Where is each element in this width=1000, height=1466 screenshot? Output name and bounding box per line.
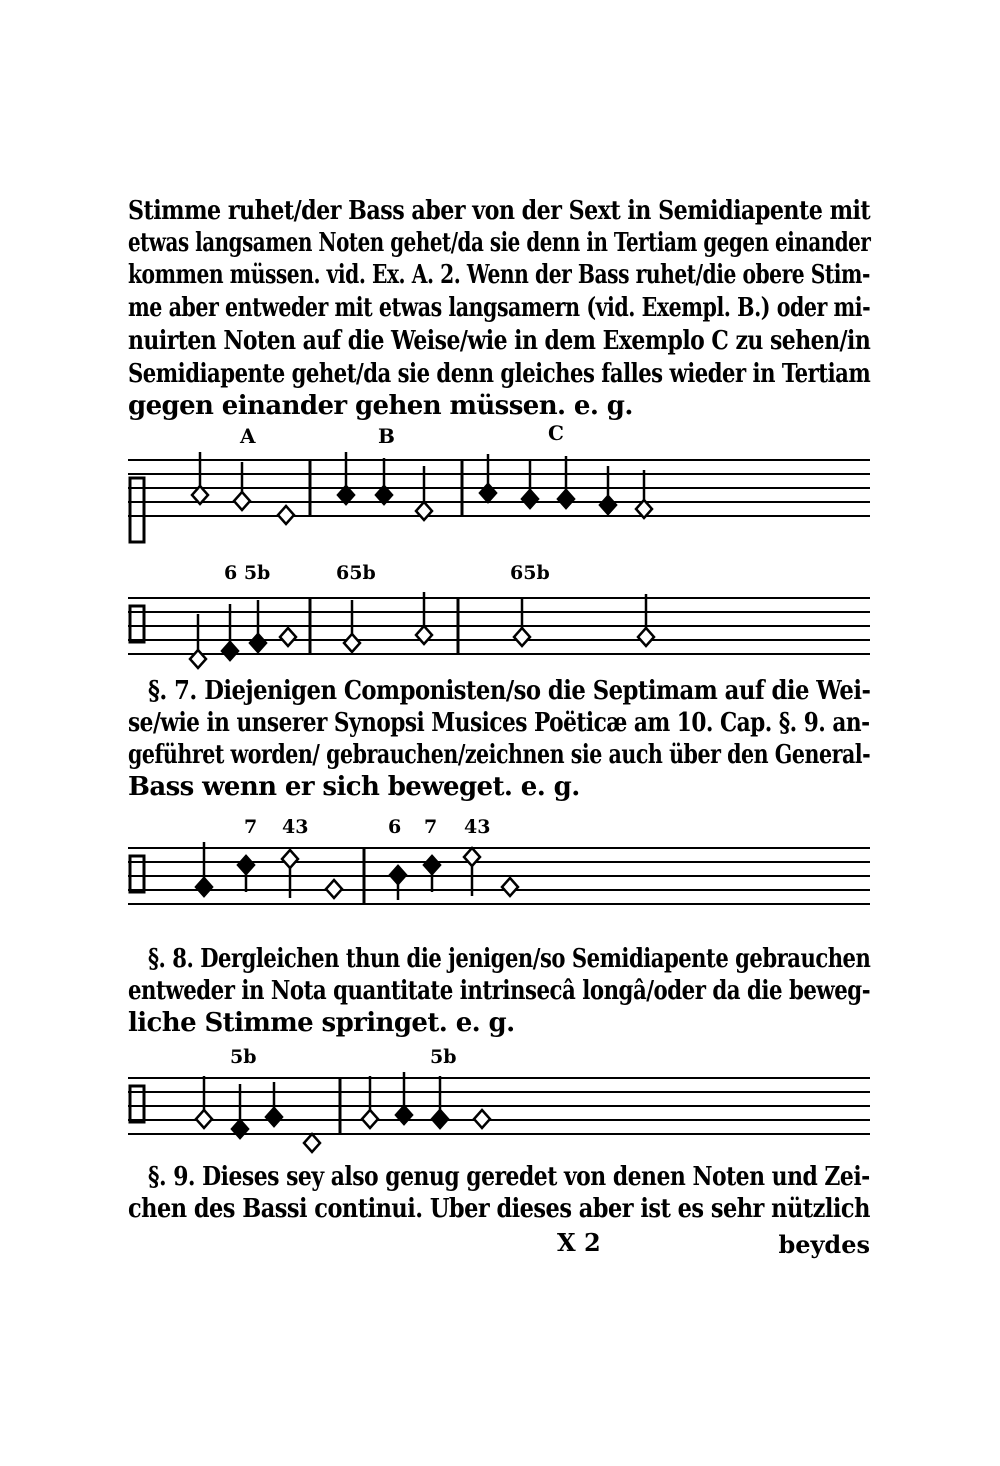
text-line: Stimme ruhet/der Bass aber von der Sext in Semidiapente mit [128,196,871,226]
notes-staff-2 [190,592,654,668]
text-line: entweder in Nota quantitate intrinsecâ longâ/oder da die beweg- [128,976,871,1006]
figured-bass-label: 7 [424,816,438,838]
figured-bass-label: 6 [388,816,402,838]
text-line: kommen müssen. vid. Ex. A. 2. Wenn der Bass ruhet/die obere Stim- [128,260,870,290]
example-label-b: B [378,424,395,448]
text-line: geführet worden/ gebrauchen/zeichnen sie auch über den General- [128,740,871,770]
text-line: gegen einander gehen müssen. e. g. [128,391,633,421]
figured-bass-label: 65b [336,562,376,584]
text-line: chen des Bassi continui. Uber dieses aber ist es sehr nützlich [128,1194,870,1224]
text-line: §. 8. Dergleichen thun die jenigen/so Semidiapente gebrauchen [148,944,871,974]
figured-bass-label: 7 [244,816,258,838]
figured-bass-label: 65b [510,562,550,584]
text-line: Bass wenn er sich beweget. e. g. [128,772,580,802]
figured-bass-label: 6 5b [224,562,271,584]
clef-icon [130,478,144,1122]
figured-bass-label: 5b [230,1046,257,1068]
text-line: §. 9. Dieses sey also genug geredet von denen Noten und Zei- [148,1162,870,1192]
text-line: liche Stimme springet. e. g. [128,1008,515,1038]
text-line: §. 7. Diejenigen Componisten/so die Septimam auf die Wei- [148,676,871,706]
example-label-c: C [548,421,564,445]
signature-mark: X 2 [557,1228,601,1257]
staff-bass-1 [128,598,870,654]
figured-bass-label: 5b [430,1046,457,1068]
text-line: se/wie in unserer Synopsi Musices Poëticæ am 10. Cap. §. 9. an- [128,708,870,738]
notes-staff-4 [196,1072,490,1152]
text-line: Semidiapente gehet/da sie denn gleiches falles wieder in Tertiam [128,359,871,389]
figured-bass-label: 43 [464,816,491,838]
catchword: beydes [778,1230,870,1259]
notes-staff-3 [196,842,518,900]
example-label-a: A [240,424,256,448]
text-line: nuirten Noten auf die Weise/wie in dem Exemplo C zu sehen/in [128,326,871,356]
text-line: etwas langsamen Noten gehet/da sie denn in Tertiam gegen einander [128,228,871,258]
figured-bass-label: 43 [282,816,309,838]
text-line: me aber entweder mit etwas langsamern (vid. Exempl. B.) oder mi- [128,293,871,323]
staff-bass-2 [128,848,870,904]
